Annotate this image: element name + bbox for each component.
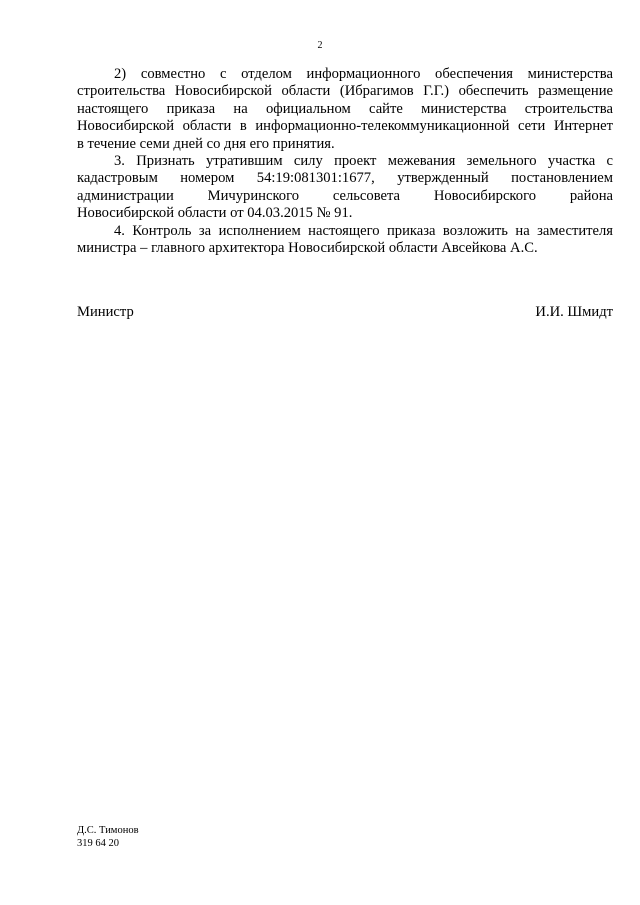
paragraph-line: строительства Новосибирской области (Ибрагимов Г.Г.) обеспечить размещение [77, 83, 613, 100]
signatory-name: И.И. Шмидт [535, 304, 613, 320]
signatory-position: Министр [77, 304, 134, 320]
paragraph-line: 2) совместно с отделом информационного обеспечения министерства [114, 66, 613, 82]
paragraph-line: в течение семи дней со дня его принятия. [77, 135, 335, 152]
document-body [77, 66, 613, 257]
executor-info [77, 825, 139, 850]
paragraph-4 [77, 223, 613, 258]
executor-name: Д.С. Тимонов [77, 825, 139, 836]
paragraph-line: министра – главного архитектора Новосибирской области Авсейкова А.С. [77, 240, 538, 257]
paragraph-line: администрации Мичуринского сельсовета Новосибирского района [77, 187, 613, 204]
signature-block [77, 303, 613, 321]
paragraph-2 [77, 66, 613, 153]
paragraph-line: Новосибирской области от 04.03.2015 № 91. [77, 205, 353, 222]
paragraph-line: настоящего приказа на официальном сайте министерства строительства [77, 100, 613, 117]
paragraph-line: кадастровым номером 54:19:081301:1677, утвержденный постановлением [77, 170, 613, 187]
paragraph-line: Новосибирской области в информационно-телекоммуникационной сети Интернет [77, 118, 613, 135]
executor-phone: 319 64 20 [77, 837, 119, 849]
paragraph-line: 3. Признать утратившим силу проект межевания земельного участка с [114, 153, 613, 170]
paragraph-3 [77, 153, 613, 223]
page-number: 2 [317, 40, 323, 51]
paragraph-line: 4. Контроль за исполнением настоящего приказа возложить на заместителя [114, 222, 613, 239]
